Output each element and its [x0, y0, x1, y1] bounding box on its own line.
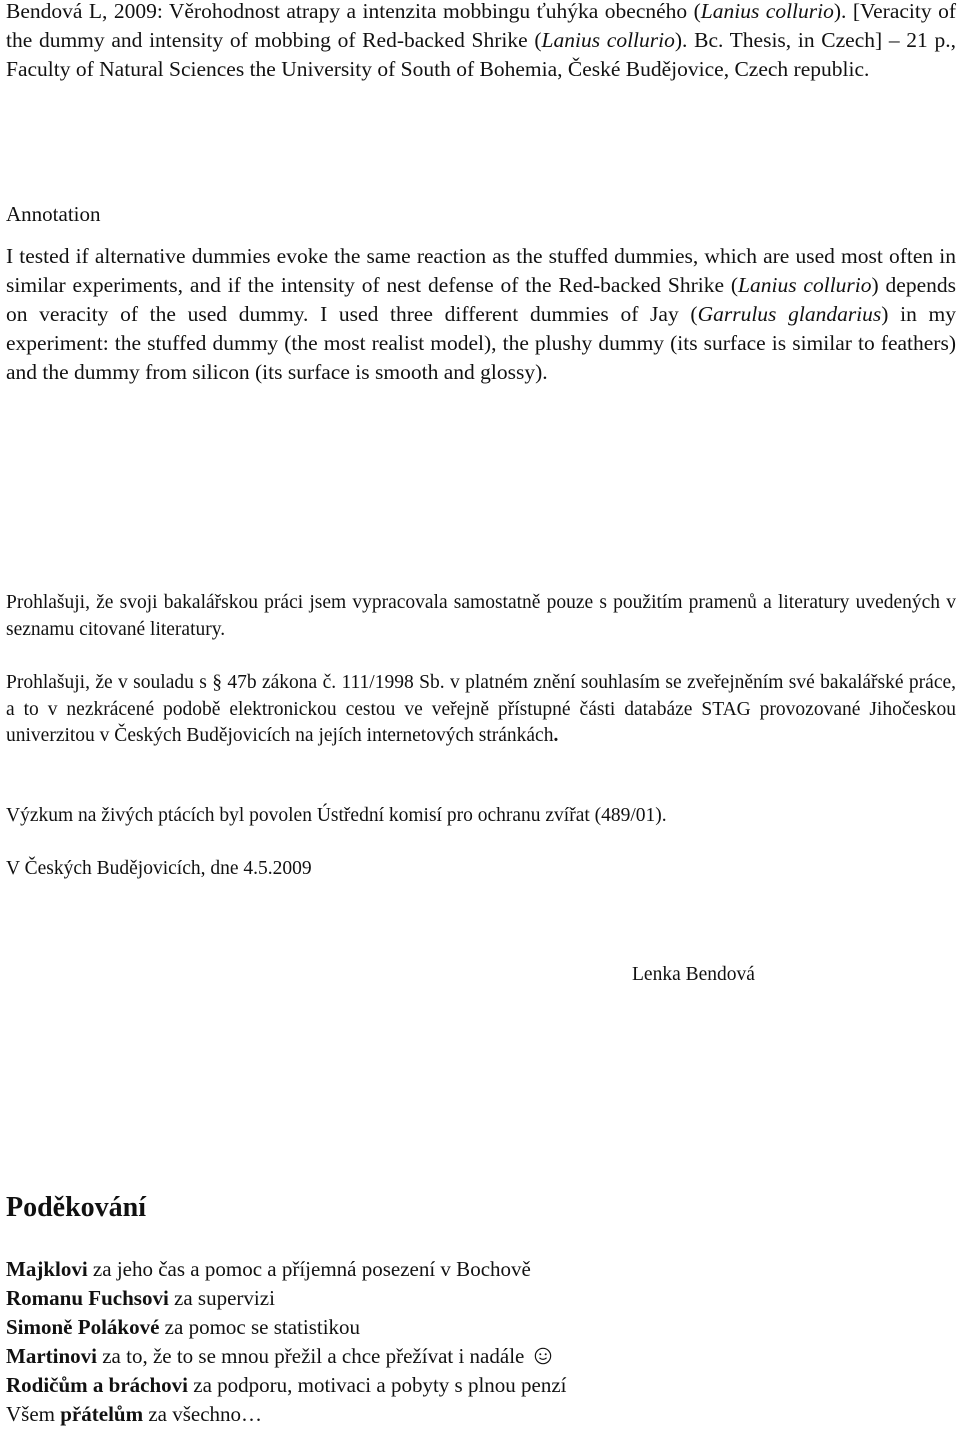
research-permit-statement: Výzkum na živých ptácích byl povolen Ústřední komisí pro ochranu zvířat (489/01).	[6, 805, 667, 826]
list-item	[6, 1371, 956, 1400]
ack-text: za jeho čas a pomoc a příjemná posezení v Bochově	[87, 1257, 531, 1281]
declaration-publication	[6, 670, 956, 750]
ack-name: Majklovi	[6, 1257, 88, 1281]
citation-text-3: ). Bc. Thesis, in Czech] – 21 p., Faculty of Natural Sciences the University of South of Bohemia, České Budějovice, Czech republic.	[6, 28, 956, 81]
list-item	[6, 1284, 956, 1313]
acknowledgements-heading: Poděkování	[6, 1192, 147, 1223]
list-item	[6, 1255, 956, 1284]
annotation-paragraph	[6, 242, 956, 387]
ack-name: Rodičům a bráchovi	[6, 1373, 189, 1397]
place-and-date: V Českých Budějovicích, dne 4.5.2009	[6, 858, 312, 879]
annotation-text-3: ) in my experiment: the stuffed dummy (the most realist model), the plushy dummy (its surface is similar to feathers) and the dummy from silicon (its surface is smooth and glossy).	[6, 302, 956, 384]
list-item	[6, 1342, 956, 1371]
declaration-publication-end: .	[553, 725, 559, 746]
annotation-species-1: Lanius collurio	[738, 273, 872, 297]
smiley-face-icon	[534, 1347, 552, 1365]
annotation-species-2: Garrulus glandarius	[697, 302, 882, 326]
citation-text-1: Bendová L, 2009: Věrohodnost atrapy a intenzita mobbingu ťuhýka obecného (	[6, 0, 701, 23]
declaration-sources: Prohlašuji, že svoji bakalářskou práci jsem vypracovala samostatně pouze s použitím pramenů a literatury uvedených v seznamu citované literatury.	[6, 592, 956, 640]
annotation-text-1: I tested if alternative dummies evoke the same reaction as the stuffed dummies, which are used most often in similar experiments, and if the intensity of nest defense of the Red-backed Shrike (	[6, 244, 956, 297]
annotation-heading: Annotation	[6, 202, 101, 226]
acknowledgements-list	[6, 1255, 956, 1429]
citation-species-1: Lanius collurio	[700, 0, 834, 23]
list-item	[6, 1400, 956, 1429]
ack-text: za supervizi	[168, 1286, 275, 1310]
ack-prefix: Všem	[6, 1402, 61, 1426]
ack-name: Romanu Fuchsovi	[6, 1286, 169, 1310]
ack-name: Martinovi	[6, 1344, 97, 1368]
bibliographic-citation	[6, 0, 956, 84]
annotation-text-2: ) depends on veracity of the used dummy. I used three different dummies of Jay (	[6, 273, 956, 326]
declaration-publication-text: Prohlašuji, že v souladu s § 47b zákona č. 111/1998 Sb. v platném znění souhlasím se zveřejněním své bakalářské práce, a to v nezkrácené podobě elektronickou cestou ve veřejně přístupné části databáze STAG provozované Jihočeskou univerzitou v Českých Budějovicích na jejích internetových stránkách	[6, 672, 956, 746]
ack-text: za pomoc se statistikou	[159, 1315, 361, 1339]
list-item	[6, 1313, 956, 1342]
author-signature-name: Lenka Bendová	[632, 964, 755, 985]
ack-text: za to, že to se mnou přežil a chce přežívat i nadále	[96, 1344, 530, 1368]
ack-text: za všechno…	[143, 1402, 263, 1426]
citation-text-2: ). [Veracity of the dummy and intensity of mobbing of Red-backed Shrike (	[6, 0, 956, 52]
ack-text: za podporu, motivaci a pobyty s plnou penzí	[188, 1373, 567, 1397]
ack-name: přátelům	[60, 1402, 144, 1426]
ack-name: Simoně Polákové	[6, 1315, 160, 1339]
citation-species-2: Lanius collurio	[541, 28, 675, 52]
